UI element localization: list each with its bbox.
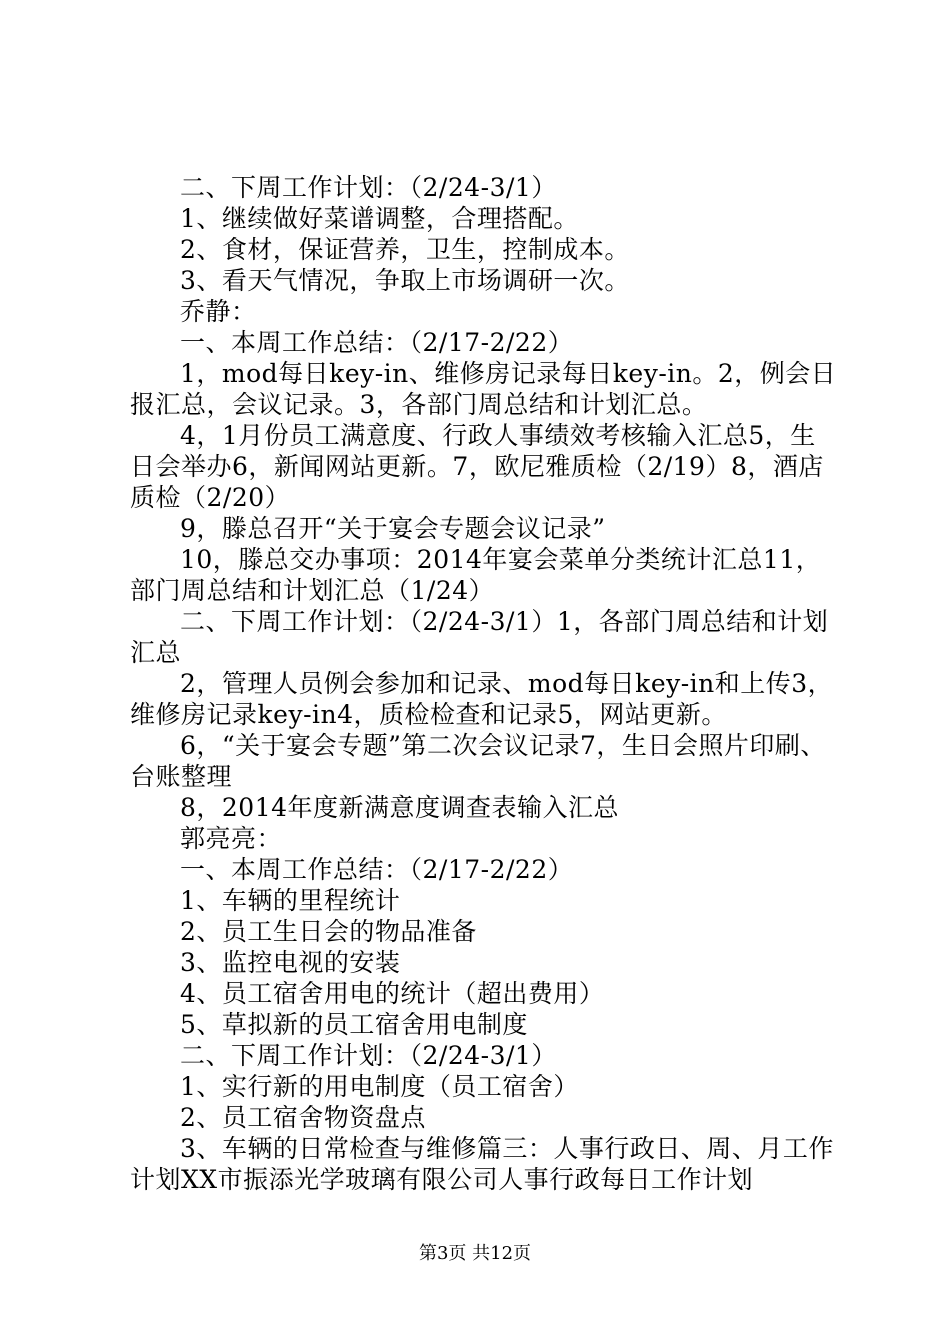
- page-number-footer: 第3页 共12页: [418, 1243, 532, 1264]
- paragraph: 1、车辆的里程统计: [180, 886, 401, 915]
- paragraph: 10，滕总交办事项：2014年宴会菜单分类统计汇总11，部门周总结和计划汇总（1/24）: [130, 545, 822, 605]
- paragraph: 1、实行新的用电制度（员工宿舍）: [180, 1072, 579, 1101]
- paragraph: 4、员工宿舍用电的统计（超出费用）: [180, 979, 605, 1008]
- paragraph: 1，mod每日key-in、维修房记录每日key-in。2，例会日报汇总，会议记录。3，各部门周总结和计划汇总。: [130, 359, 837, 419]
- paragraph: 2、食材，保证营养，卫生，控制成本。: [180, 235, 630, 264]
- paragraph: 9，滕总召开“关于宴会专题会议记录”: [180, 514, 606, 543]
- paragraph: 2、员工生日会的物品准备: [180, 917, 477, 946]
- paragraph: 乔静：: [180, 297, 257, 326]
- paragraph: 郭亮亮：: [180, 824, 283, 853]
- paragraph: 2，管理人员例会参加和记录、mod每日key-in和上传3，维修房记录key-in4，质检检查和记录5，网站更新。: [130, 669, 834, 729]
- paragraph: 一、本周工作总结：（2/17-2/22）: [180, 328, 574, 357]
- paragraph: 3、车辆的日常检查与维修篇三：人事行政日、周、月工作计划XX市振添光学玻璃有限公司人事行政每日工作计划: [130, 1134, 834, 1194]
- paragraph: 2、员工宿舍物资盘点: [180, 1103, 426, 1132]
- paragraph: 5、草拟新的员工宿舍用电制度: [180, 1010, 528, 1039]
- paragraph: 3、监控电视的安装: [180, 948, 401, 977]
- paragraph: 6，“关于宴会专题”第二次会议记录7，生日会照片印刷、台账整理: [130, 731, 826, 791]
- paragraph: 二、下周工作计划：（2/24-3/1）: [180, 1041, 557, 1070]
- paragraph: 一、本周工作总结：（2/17-2/22）: [180, 855, 574, 884]
- paragraph: 3、看天气情况，争取上市场调研一次。: [180, 266, 630, 295]
- document-body: [130, 172, 840, 1195]
- paragraph: 4，1月份员工满意度、行政人事绩效考核输入汇总5，生日会举办6，新闻网站更新。7，欧尼雅质检（2/19）8，酒店质检（2/20）: [130, 421, 824, 512]
- paragraph: 8，2014年度新满意度调查表输入汇总: [180, 793, 620, 822]
- paragraph: 二、下周工作计划：（2/24-3/1）1，各部门周总结和计划汇总: [130, 607, 829, 667]
- paragraph: 二、下周工作计划：（2/24-3/1）: [180, 173, 557, 202]
- paragraph: 1、继续做好菜谱调整，合理搭配。: [180, 204, 579, 233]
